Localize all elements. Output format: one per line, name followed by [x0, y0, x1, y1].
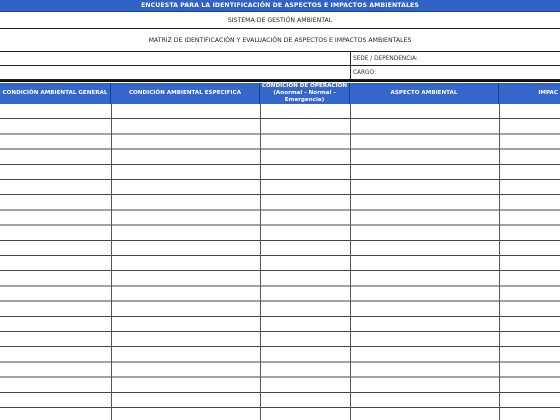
column-divider — [260, 104, 261, 420]
column-divider — [499, 104, 500, 420]
matrix-title: MATRIZ DE IDENTIFICACIÓN Y EVALUACIÓN DE ASPECTOS E IMPACTOS AMBIENTALES — [0, 29, 560, 52]
sede-dependencia-field[interactable]: SEDE / DEPENDENCIA: — [350, 52, 560, 66]
column-header-label: IMPAC — [538, 90, 558, 97]
column-header-condicion-general[interactable] — [0, 83, 111, 104]
column-header-impacto[interactable] — [499, 83, 560, 104]
data-table-body[interactable] — [0, 104, 560, 420]
blank-field-row-1[interactable] — [0, 52, 350, 66]
column-header-label-line: CONDICION DE OPERACION — [261, 83, 348, 90]
column-header-label: CONDICIÓN AMBIENTAL ESPECIFICA — [128, 90, 242, 97]
column-header-label: CONDICIÓN AMBIENTAL GENERAL — [2, 90, 108, 97]
column-header-label: ASPECTO AMBIENTAL — [390, 90, 458, 97]
blank-field-row-2[interactable] — [0, 66, 350, 80]
system-title: SISTEMA DE GESTIÓN AMBIENTAL — [0, 12, 560, 29]
column-header-label-line: (Anormal - Normal - — [273, 90, 336, 97]
column-header-condicion-especifica[interactable] — [111, 83, 260, 104]
survey-banner: ENCUESTA PARA LA IDENTIFICACIÓN DE ASPECTOS E IMPACTOS AMBIENTALES — [0, 0, 560, 12]
column-divider — [111, 104, 112, 420]
cargo-field[interactable]: CARGO: — [350, 66, 560, 80]
column-divider — [350, 104, 351, 420]
column-header-label-line: Emergencia) — [284, 96, 325, 103]
header-divider — [0, 80, 560, 82]
column-header-condicion-operacion[interactable] — [260, 83, 350, 104]
column-header-aspecto-ambiental[interactable] — [350, 83, 499, 104]
